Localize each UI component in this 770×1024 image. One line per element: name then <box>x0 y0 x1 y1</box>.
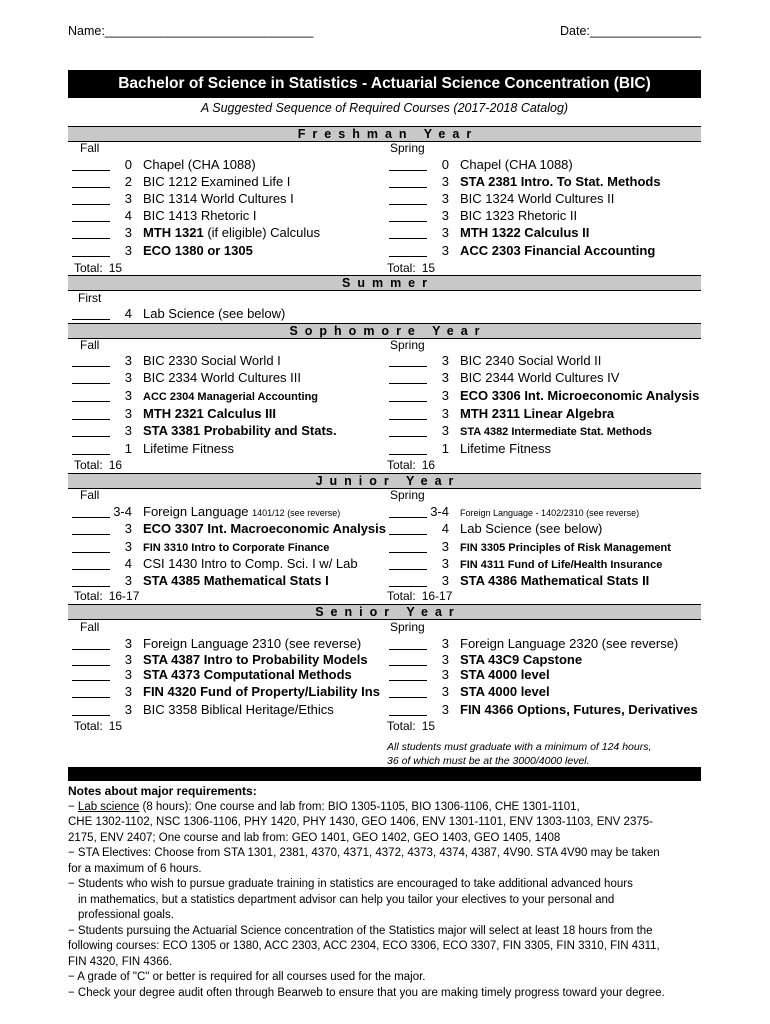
bullet: − <box>68 800 78 813</box>
credit-hours: 3 <box>124 573 132 588</box>
total-value: 15 <box>421 261 436 275</box>
course-title: BIC 2344 World Cultures IV <box>460 370 620 385</box>
section-divider <box>68 767 701 781</box>
course-title: Foreign Language <box>143 504 253 519</box>
credit-hours: 3 <box>441 423 449 438</box>
credit-hours: 3 <box>124 684 132 699</box>
note-actuarial: − Students pursuing the Actuarial Science concentration of the Statistics major will select at least 18 hours from the <box>68 924 653 937</box>
credit-hours: 3-4 <box>113 504 132 519</box>
term-total <box>74 261 122 275</box>
course-title: BIC 2340 Social World II <box>460 353 602 368</box>
term-label: Spring <box>390 141 425 155</box>
credit-hours: 0 <box>124 157 132 172</box>
total-label: Total: <box>74 719 103 733</box>
course-name <box>143 406 276 422</box>
name-field-label: Name:______________________________ <box>68 24 314 38</box>
credit-hours: 3 <box>441 684 449 699</box>
credit-hours: 3 <box>441 191 449 206</box>
course-name <box>460 208 577 224</box>
total-value: 16 <box>108 458 123 472</box>
course-title: Foreign Language 2320 (see reverse) <box>460 636 679 651</box>
credit-hours: 3 <box>441 388 449 403</box>
credit-hours: 4 <box>441 521 449 536</box>
course-name <box>143 521 386 537</box>
senior-band <box>68 604 701 620</box>
course-name <box>460 521 602 537</box>
graduation-footnote <box>387 740 651 768</box>
credit-hours: 3 <box>441 208 449 223</box>
course-note: 1401/12 (see reverse) <box>252 508 341 518</box>
credit-hours: 3 <box>124 370 132 385</box>
note-graduate-cont: professional goals. <box>78 909 174 921</box>
credit-hours: 3 <box>441 353 449 368</box>
credit-hours: 3 <box>441 702 449 717</box>
note-lab-science-cont: 2175, ENV 2407; One course and lab from: GEO 1401, GEO 1402, GEO 1403, GEO 1405, 1408 <box>68 831 561 844</box>
term-label: Fall <box>80 338 100 352</box>
course-title: Lab Science (see below) <box>460 521 603 536</box>
credit-hours: 3 <box>124 702 132 717</box>
course-title: MTH 2321 Calculus III <box>143 406 276 421</box>
credit-hours: 3 <box>124 388 132 403</box>
course-title: STA 4385 Mathematical Stats I <box>143 573 329 588</box>
sophomore-band-label: Sophomore Year <box>289 324 487 338</box>
term-total <box>387 458 435 472</box>
total-value: 15 <box>108 261 123 275</box>
document-subtitle: A Suggested Sequence of Required Courses (2017-2018 Catalog) <box>200 101 569 115</box>
credit-hours: 3 <box>124 521 132 536</box>
credit-hours: 3-4 <box>430 504 449 519</box>
course-name <box>143 702 334 718</box>
course-title: Lab Science (see below) <box>143 306 286 321</box>
course-title: BIC 1314 World Cultures I <box>143 191 294 206</box>
credit-hours: 3 <box>441 539 449 554</box>
credit-hours: 3 <box>441 667 449 682</box>
course-title: STA 3381 Probability and Stats. <box>143 423 337 438</box>
course-title: BIC 2330 Social World I <box>143 353 281 368</box>
credit-hours: 3 <box>441 370 449 385</box>
lab-science-label: Lab science <box>77 800 140 813</box>
lab-science-text: (8 hours): One course and lab from: BIO 1305-1105, BIO 1306-1106, CHE 1301-1101, <box>139 800 580 813</box>
course-title: Chapel (CHA 1088) <box>460 157 573 172</box>
course-name <box>143 243 253 259</box>
course-title: Lifetime Fitness <box>460 441 552 456</box>
footnote-line: All students must graduate with a minimum of 124 hours, <box>387 741 652 753</box>
term-total <box>74 719 122 733</box>
course-name <box>143 441 234 457</box>
course-title: STA 4373 Computational Methods <box>143 667 352 682</box>
course-name <box>143 353 281 369</box>
summer-band-label: Summer <box>341 276 435 290</box>
course-title: BIC 1212 Examined Life I <box>143 174 291 189</box>
credit-hours: 3 <box>441 243 449 258</box>
course-name <box>143 423 337 439</box>
term-label: Spring <box>390 338 425 352</box>
credit-hours: 3 <box>124 243 132 258</box>
freshman-band <box>68 126 701 142</box>
course-name <box>460 556 662 573</box>
term-label: Fall <box>80 141 100 155</box>
credit-hours: 3 <box>124 652 132 667</box>
credit-hours: 4 <box>124 556 132 571</box>
course-title: Lifetime Fitness <box>143 441 235 456</box>
credit-hours: 3 <box>124 539 132 554</box>
sophomore-band <box>68 323 701 339</box>
course-title: BIC 1323 Rhetoric II <box>460 208 578 223</box>
course-name <box>460 157 573 173</box>
course-name <box>460 406 614 422</box>
term-label: Spring <box>390 620 425 634</box>
total-value: 15 <box>108 719 123 733</box>
course-name <box>143 556 358 572</box>
course-name <box>143 208 256 224</box>
course-name <box>460 573 649 589</box>
senior-band-label: Senior Year <box>315 605 461 619</box>
course-title: STA 4382 Intermediate Stat. Methods <box>460 426 652 438</box>
course-title: FIN 4366 Options, Futures, Derivatives <box>460 702 698 717</box>
course-title: BIC 1324 World Cultures II <box>460 191 615 206</box>
credit-hours: 3 <box>441 406 449 421</box>
credit-hours: 3 <box>124 423 132 438</box>
credit-hours: 0 <box>441 157 449 172</box>
course-name <box>460 191 614 207</box>
credit-hours: 4 <box>124 208 132 223</box>
credit-hours: 1 <box>124 441 132 456</box>
course-name <box>460 652 582 668</box>
course-name <box>460 441 551 457</box>
note-actuarial-cont: FIN 4320, FIN 4366. <box>68 955 173 968</box>
term-total <box>74 589 139 603</box>
course-title: STA 4386 Mathematical Stats II <box>460 573 650 588</box>
total-label: Total: <box>387 261 416 275</box>
total-label: Total: <box>387 458 416 472</box>
course-name <box>460 423 652 440</box>
course-note: Foreign Language - 1402/2310 (see reverse) <box>460 508 640 518</box>
credit-hours: 3 <box>441 556 449 571</box>
credit-hours: 4 <box>124 306 132 321</box>
course-title: Foreign Language 2310 (see reverse) <box>143 636 362 651</box>
total-value: 15 <box>421 719 436 733</box>
course-title: MTH 2311 Linear Algebra <box>460 406 615 421</box>
credit-hours: 3 <box>124 636 132 651</box>
course-name <box>143 539 329 556</box>
course-title: MTH 1322 Calculus II <box>460 225 590 240</box>
note-degree-audit: − Check your degree audit often through Bearweb to ensure that you are making timely progress toward your degree. <box>68 986 665 999</box>
course-name <box>460 684 550 700</box>
course-title: ECO 3306 Int. Microeconomic Analysis <box>460 388 700 403</box>
course-name <box>460 702 698 718</box>
credit-hours: 3 <box>441 174 449 189</box>
term-label: First <box>78 291 102 305</box>
term-total <box>387 261 435 275</box>
course-title: ECO 3307 Int. Macroeconomic Analysis <box>143 521 386 536</box>
course-name <box>143 370 301 386</box>
term-label: Fall <box>80 488 100 502</box>
note-lab-science <box>68 800 708 816</box>
term-total <box>74 458 122 472</box>
junior-band <box>68 473 701 489</box>
course-title: ACC 2303 Financial Accounting <box>460 243 656 258</box>
course-name <box>143 225 320 241</box>
term-label: Fall <box>80 620 100 634</box>
total-label: Total: <box>387 719 416 733</box>
course-name <box>460 388 699 404</box>
course-name <box>143 174 290 190</box>
course-title: BIC 1413 Rhetoric I <box>143 208 257 223</box>
course-code: MTH 1321 <box>143 225 204 240</box>
note-lab-science-cont: CHE 1302-1102, NSC 1306-1106, PHY 1420, PHY 1430, GEO 1406, ENV 1301-1101, ENV 1303-1103, ENV 2375- <box>68 816 653 828</box>
total-label: Total: <box>74 589 103 603</box>
course-title: STA 4000 level <box>460 684 550 699</box>
credit-hours: 3 <box>124 225 132 240</box>
credit-hours: 3 <box>441 225 449 240</box>
credit-hours: 3 <box>124 406 132 421</box>
course-title: ECO 1380 or 1305 <box>143 243 253 258</box>
course-name <box>143 157 256 173</box>
course-name <box>143 652 368 668</box>
total-value: 16 <box>421 458 436 472</box>
course-name <box>460 636 678 652</box>
date-field-label: Date:________________ <box>560 24 702 38</box>
total-label: Total: <box>74 458 103 472</box>
course-title: FIN 4311 Fund of Life/Health Insurance <box>460 559 663 571</box>
total-value: 16-17 <box>108 589 140 603</box>
credit-hours: 3 <box>124 353 132 368</box>
course-name <box>460 243 655 259</box>
course-name <box>460 225 589 241</box>
course-name <box>143 306 285 322</box>
credit-hours: 3 <box>441 636 449 651</box>
total-label: Total: <box>74 261 103 275</box>
credit-hours: 2 <box>124 174 132 189</box>
term-label: Spring <box>390 488 425 502</box>
junior-band-label: Junior Year <box>315 474 461 488</box>
credit-hours: 3 <box>441 652 449 667</box>
credit-hours: 3 <box>441 573 449 588</box>
course-name <box>143 636 361 652</box>
course-title: BIC 3358 Biblical Heritage/Ethics <box>143 702 334 717</box>
notes-title: Notes about major requirements: <box>68 784 257 798</box>
course-title: STA 43C9 Capstone <box>460 652 583 667</box>
footnote-line: 36 of which must be at the 3000/4000 level. <box>387 755 590 767</box>
course-title: BIC 2334 World Cultures III <box>143 370 301 385</box>
course-title: (if eligible) Calculus <box>203 225 321 240</box>
note-graduate-cont: in mathematics, but a statistics department advisor can help you tailor your electives to your personal and <box>78 893 615 906</box>
course-name <box>143 684 380 700</box>
course-name <box>143 573 329 589</box>
credit-hours: 1 <box>441 441 449 456</box>
course-name <box>460 353 601 369</box>
total-value: 16-17 <box>421 589 453 603</box>
course-name <box>143 388 318 405</box>
course-title: STA 2381 Intro. To Stat. Methods <box>460 174 661 189</box>
course-name <box>143 504 340 521</box>
note-actuarial-cont: following courses: ECO 1305 or 1380, ACC 2303, ACC 2304, ECO 3306, ECO 3307, FIN 3305, FIN 3310, FIN 4311, <box>68 940 660 952</box>
course-name <box>460 370 619 386</box>
course-title: FIN 3310 Intro to Corporate Finance <box>143 542 330 554</box>
notes-section <box>68 784 708 1001</box>
course-title: CSI 1430 Intro to Comp. Sci. I w/ Lab <box>143 556 358 571</box>
course-title: STA 4387 Intro to Probability Models <box>143 652 368 667</box>
note-sta-electives: − STA Electives: Choose from STA 1301, 2381, 4370, 4371, 4372, 4373, 4374, 4387, 4V90. STA 4V90 may be taken <box>68 847 660 859</box>
course-title: Chapel (CHA 1088) <box>143 157 256 172</box>
course-name <box>460 504 639 521</box>
course-name <box>143 191 294 207</box>
credit-hours: 3 <box>124 191 132 206</box>
term-total <box>387 589 452 603</box>
total-label: Total: <box>387 589 416 603</box>
course-name <box>460 667 550 683</box>
document-title: Bachelor of Science in Statistics - Actuarial Science Concentration (BIC) <box>68 70 701 98</box>
freshman-band-label: Freshman Year <box>297 127 479 141</box>
credit-hours: 3 <box>124 667 132 682</box>
note-sta-electives-cont: for a maximum of 6 hours. <box>68 862 202 875</box>
term-total <box>387 719 435 733</box>
course-name <box>143 667 352 683</box>
course-name <box>460 539 671 556</box>
summer-band <box>68 275 701 291</box>
course-title: FIN 3305 Principles of Risk Management <box>460 542 671 554</box>
course-title: FIN 4320 Fund of Property/Liability Ins <box>143 684 380 699</box>
course-title: STA 4000 level <box>460 667 550 682</box>
course-name <box>460 174 661 190</box>
note-graduate: − Students who wish to pursue graduate training in statistics are encouraged to take additional advanced hours <box>68 878 633 890</box>
course-title: ACC 2304 Managerial Accounting <box>143 391 319 403</box>
note-grade: − A grade of "C" or better is required for all courses used for the major. <box>68 971 426 983</box>
